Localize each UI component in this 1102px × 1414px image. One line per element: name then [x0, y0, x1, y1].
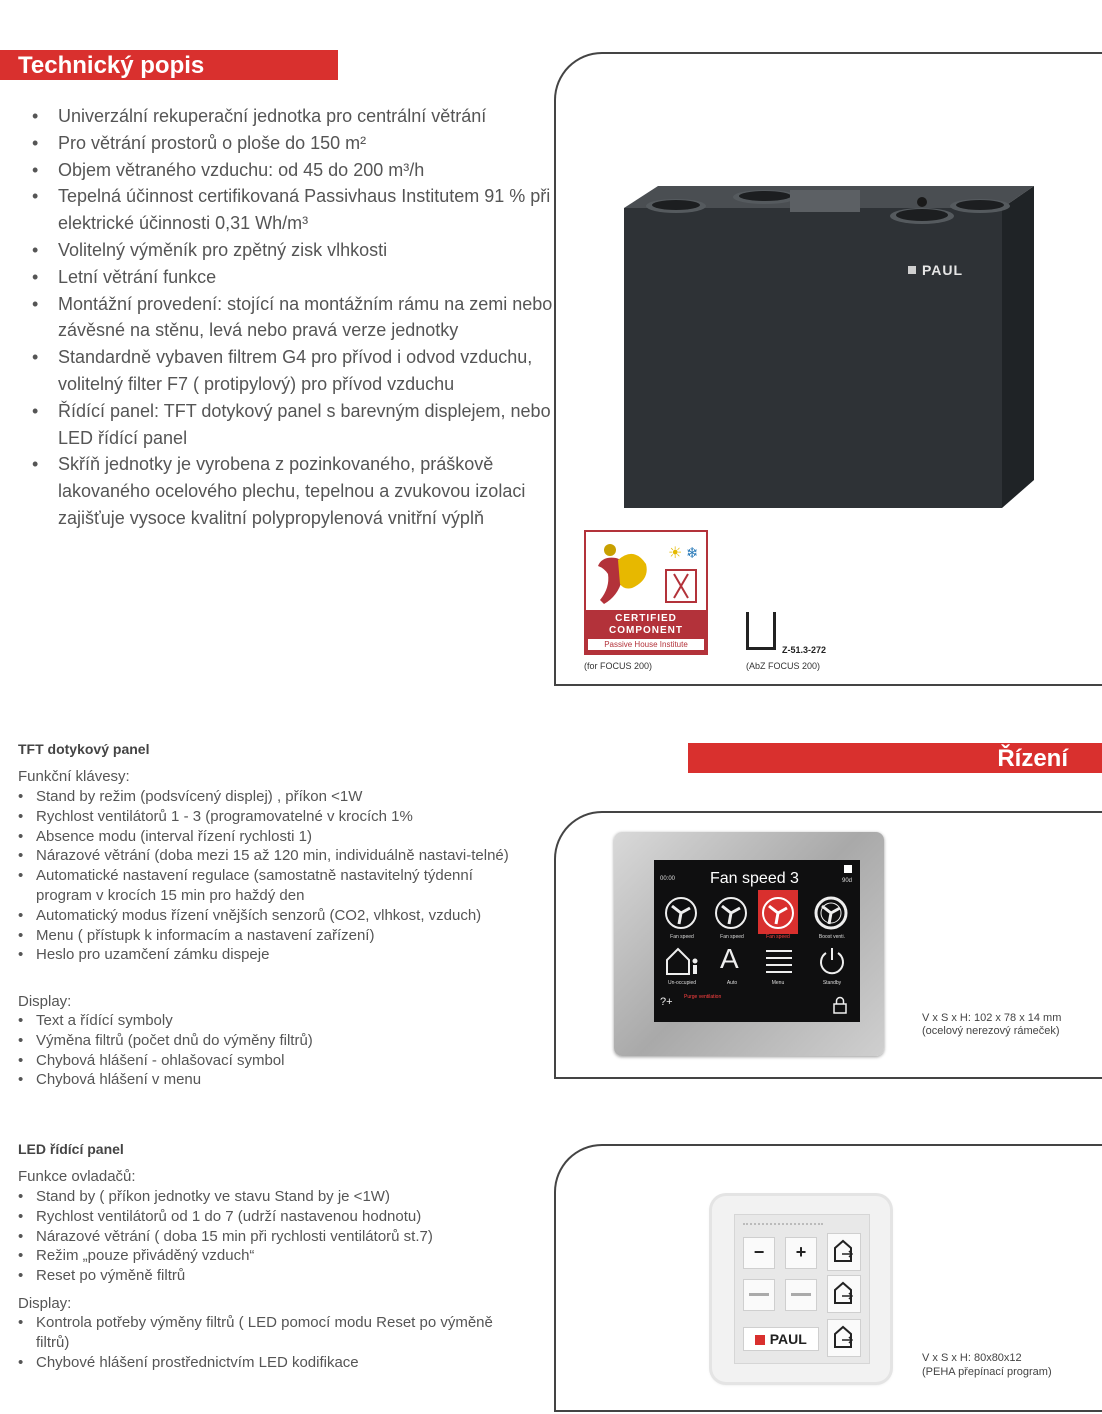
minus-button[interactable] [743, 1237, 775, 1269]
list-item: • Absence modu (interval řízení rychlosti 1) [18, 827, 528, 847]
list-item: • Chybová hlášení v menu [18, 1070, 528, 1090]
list-item: • Univerzální rekuperační jednotka pro centrální větrání [32, 103, 557, 130]
mode-button-2[interactable] [785, 1279, 817, 1311]
tft-help-icon: ?+ [660, 996, 673, 1008]
screen-indicator-icon [844, 865, 852, 873]
list-item: • Pro větrání prostorů o ploše do 150 m² [32, 130, 557, 157]
tft-title: TFT dotykový panel [18, 741, 150, 757]
svg-text:❄: ❄ [686, 544, 699, 562]
led-dims-line1: V x S x H: 80x80x12 [922, 1352, 1022, 1364]
tft-row1-label-2: Fan speed [720, 934, 744, 940]
standby-power-icon [817, 946, 847, 976]
list-item: • Montážní provedení: stojící na montážním rámu na zemi nebo závěsné na stěnu, levá nebo pravá verze jednotky [32, 291, 557, 345]
tft-dims-line2: (ocelový nerezový rámeček) [922, 1025, 1060, 1037]
phi-logo-icon [594, 540, 704, 608]
led-display-list [18, 1313, 498, 1372]
list-item: • Tepelná účinnost certifikovaná Passivhaus Institutem 91 % při elektrické účinnosti 0,31 Wh/m³ [32, 183, 557, 237]
list-item: • Chybové hlášení prostřednictvím LED kodifikace [18, 1353, 498, 1373]
approval-caption: (AbZ FOCUS 200) [746, 661, 821, 671]
tft-row1-label-1: Fan speed [670, 934, 694, 940]
svg-text:☀: ☀ [668, 543, 683, 562]
led-brand-text: PAUL [769, 1331, 807, 1347]
tft-screen [654, 860, 860, 1022]
fan-speed-1-icon [664, 896, 698, 930]
tft-func-label: Funkční klávesy: [18, 768, 130, 785]
menu-list-icon [764, 948, 794, 974]
tft-func-list [18, 787, 528, 965]
list-item: • Reset po výměně filtrů [18, 1266, 528, 1286]
boost-ventilation-icon [814, 896, 848, 930]
list-item: • Nárazové větrání ( doba 15 min při rychlosti ventilátorů st.7) [18, 1227, 528, 1247]
tft-row1-label-3: Fan speed [766, 934, 790, 940]
auto-icon: A [720, 943, 739, 974]
tft-footer-text: Purge ventilation [684, 994, 722, 1000]
certificate-line2: COMPONENT [609, 625, 683, 636]
list-item: • Letní větrání funkce [32, 264, 557, 291]
led-func-label: Funkce ovladačů: [18, 1168, 136, 1185]
list-item: • Menu ( přístupk k informacím a nastavení zařízení) [18, 926, 528, 946]
phi-certificate-band [586, 610, 706, 653]
approval-code: Z-51.3-272 [782, 645, 827, 655]
certificate-line1: CERTIFIED [615, 613, 677, 624]
list-item: • Heslo pro uzamčení zámku dispeje [18, 945, 528, 965]
tft-row2-label-4: Standby [822, 980, 842, 986]
list-item: • Řídící panel: TFT dotykový panel s barevným displejem, nebo LED řídící panel [32, 398, 557, 452]
section-header-tech: Technický popis [0, 50, 338, 80]
minus-label: − [753, 1242, 765, 1262]
list-item: • Skříň jednotky je vyrobena z pozinkovaného, práškově lakovaného ocelového plechu, tepelnou a zvukovou izolaci zajišťuje vysoce kvalitní polypropylenová vnitřní výplň [32, 451, 557, 531]
plus-button[interactable] [785, 1237, 817, 1269]
fan-speed-2-icon [714, 896, 748, 930]
list-item: • Výměna filtrů (počet dnů do výměny filtrů) [18, 1031, 528, 1051]
led-indicator-row [743, 1223, 823, 1228]
fan-speed-3-icon [761, 896, 795, 930]
list-item: • Volitelný výměník pro zpětný zisk vlhkosti [32, 237, 557, 264]
list-item: • Text a řídící symboly [18, 1011, 528, 1031]
list-item: • Stand by režim (podsvícený displej) , příkon <1W [18, 787, 528, 807]
house-arrow-icon [828, 1234, 858, 1268]
approval-u-mark-icon [746, 612, 776, 650]
led-brand-logo [743, 1327, 819, 1351]
unoccupied-house-icon [664, 946, 700, 976]
list-item: • Rychlost ventilátorů od 1 do 7 (udrží nastavenou hodnotu) [18, 1207, 528, 1227]
list-item: • Kontrola potřeby výměny filtrů ( LED pomocí modu Reset po výměně filtrů) [18, 1313, 498, 1353]
led-dims-line2: (PEHA přepínací program) [922, 1366, 1052, 1378]
list-item: • Stand by ( příkon jednotky ve stavu Stand by je <1W) [18, 1187, 528, 1207]
tft-row2-label-2: Auto [726, 980, 738, 986]
house-button-2[interactable] [827, 1275, 861, 1313]
section-header-rizeni: Řízení [688, 743, 1102, 773]
tft-row1-label-4: Boost venti. [818, 934, 846, 940]
tft-screen-pct: 90d [842, 878, 853, 884]
house-button-3[interactable] [827, 1319, 861, 1357]
certificate-caption: (for FOCUS 200) [584, 661, 653, 671]
tech-bullet-list [32, 103, 557, 532]
house-button-1[interactable] [827, 1233, 861, 1271]
list-item: • Rychlost ventilátorů 1 - 3 (programovatelné v krocích 1% [18, 807, 528, 827]
tft-display-list [18, 1011, 528, 1090]
led-title: LED řídící panel [18, 1141, 124, 1157]
tft-screen-time: 00:00 [660, 876, 676, 882]
list-item: • Nárazové větrání (doba mezi 15 až 120 min, individuálně nastavi-telné) [18, 846, 528, 866]
tft-dims-line1: V x S x H: 102 x 78 x 14 mm [922, 1012, 1062, 1024]
list-item: • Chybová hlášení - ohlašovací symbol [18, 1051, 528, 1071]
tft-row2-label-3: Menu [771, 980, 785, 986]
lock-icon [832, 996, 848, 1014]
certificate-line3: Passive House Institute [588, 639, 704, 650]
led-func-list [18, 1187, 528, 1286]
mode-button-1[interactable] [743, 1279, 775, 1311]
plus-label: + [795, 1242, 807, 1262]
list-item: • Objem větraného vzduchu: od 45 do 200 m³/h [32, 157, 557, 184]
led-panel-image [712, 1196, 890, 1382]
list-item: • Automatický modus řízení vnějších senzorů (CO2, vlhkost, vzduch) [18, 906, 528, 926]
brand-stripes-icon [755, 1335, 765, 1345]
ventilation-unit-image [610, 180, 1050, 515]
led-panel-inner [734, 1214, 870, 1364]
list-item: • Standardně vybaven filtrem G4 pro přívod i odvod vzduchu, volitelný filter F7 ( protipylový) pro přívod vzduchu [32, 344, 557, 398]
tft-display-label: Display: [18, 993, 72, 1010]
tft-row2-label-1: Un-occupied [667, 980, 697, 986]
list-item: • Režim „pouze přiváděný vzduch“ [18, 1246, 528, 1266]
house-arrow-icon [828, 1276, 858, 1310]
phi-certificate-badge [584, 530, 708, 655]
tft-screen-title: Fan speed 3 [710, 870, 799, 887]
tft-panel-image [614, 832, 884, 1056]
house-arrow-icon [828, 1320, 858, 1354]
led-display-label: Display: [18, 1295, 72, 1312]
unit-brand-label: PAUL [922, 262, 964, 278]
list-item: • Automatické nastavení regulace (samostatně nastavitelný týdenní program v krocích 15 min pro haždý den [18, 866, 528, 906]
